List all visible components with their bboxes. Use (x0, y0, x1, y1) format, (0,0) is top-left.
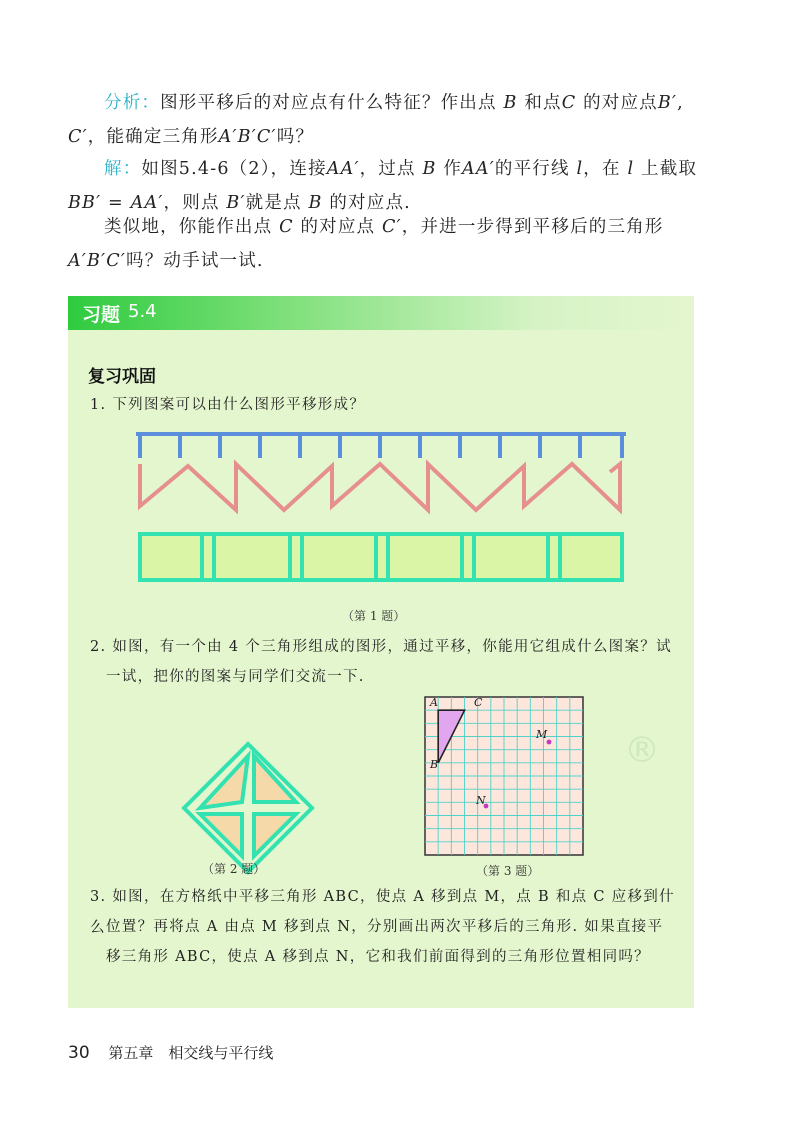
page-number: 30 (68, 1043, 90, 1063)
grid-label-a: A (430, 696, 438, 709)
analysis-label: 分析： (104, 93, 161, 113)
figure-1-patterns (128, 430, 634, 590)
grid-label-c: C (474, 696, 483, 709)
solution-paragraph: 解：如图5.4-6（2），连接AA′，过点 B 作AA′的平行线 l，在 l 上截取 BB′ = AA′，则点 B′就是点 B 的对应点. (68, 159, 698, 213)
exercise-title: 习题 (82, 304, 121, 326)
question-2-line-1: 2. 如图，有一个由 4 个三角形组成的图形，通过平移，你能用它组成什么图案？试 (90, 639, 672, 655)
zigzag-pattern (140, 464, 620, 510)
figure-2-diamond (178, 738, 318, 878)
grid-label-b: B (430, 758, 439, 771)
section-heading: 复习巩固 (88, 367, 156, 387)
figure-3-grid (424, 696, 584, 856)
exercise-number: 5.4 (128, 301, 157, 322)
similar-paragraph: 类似地，你能作出点 C 的对应点 C′，并进一步得到平移后的三角形 A′B′C′吗？动手试一试. (68, 217, 664, 271)
solution-label: 解： (104, 159, 142, 179)
watermark: ® (624, 730, 660, 771)
comb-pattern (138, 434, 624, 456)
page-footer (68, 1042, 273, 1063)
chapter-title: 第五章 相交线与平行线 (108, 1044, 274, 1062)
analysis-paragraph: 分析：图形平移后的对应点有什么特征？作出点 B 和点C 的对应点B′, C′，能确定三角形A′B′C′吗？ (68, 93, 684, 147)
question-3-line-1: 3. 如图，在方格纸中平移三角形 ABC，使点 A 移到点 M，点 B 和点 C 应移到什么 (90, 889, 675, 936)
question-1: 1. 下列图案可以由什么图形平移形成？ (90, 397, 366, 413)
point-m (547, 740, 552, 745)
grid-label-m: M (536, 728, 548, 741)
figure-2-caption: （第 2 题） (202, 862, 266, 876)
figure-1-caption: （第 1 题） (342, 609, 406, 623)
exercise-header (68, 296, 694, 330)
figure-3-caption: （第 3 题） (476, 864, 540, 878)
exercise-panel (68, 296, 694, 1008)
question-2-line-2: 一试，把你的图案与同学们交流一下. (106, 669, 365, 685)
grid-label-n: N (476, 794, 486, 807)
question-3-line-3: 移三角形 ABC，使点 A 移到点 N，它和我们前面得到的三角形位置相同吗？ (106, 949, 650, 965)
question-3-line-2: 位置？再将点 A 由点 M 移到点 N，分别画出两次平移后的三角形. 如果直接平 (106, 919, 664, 935)
rectangle-pattern (140, 534, 622, 580)
